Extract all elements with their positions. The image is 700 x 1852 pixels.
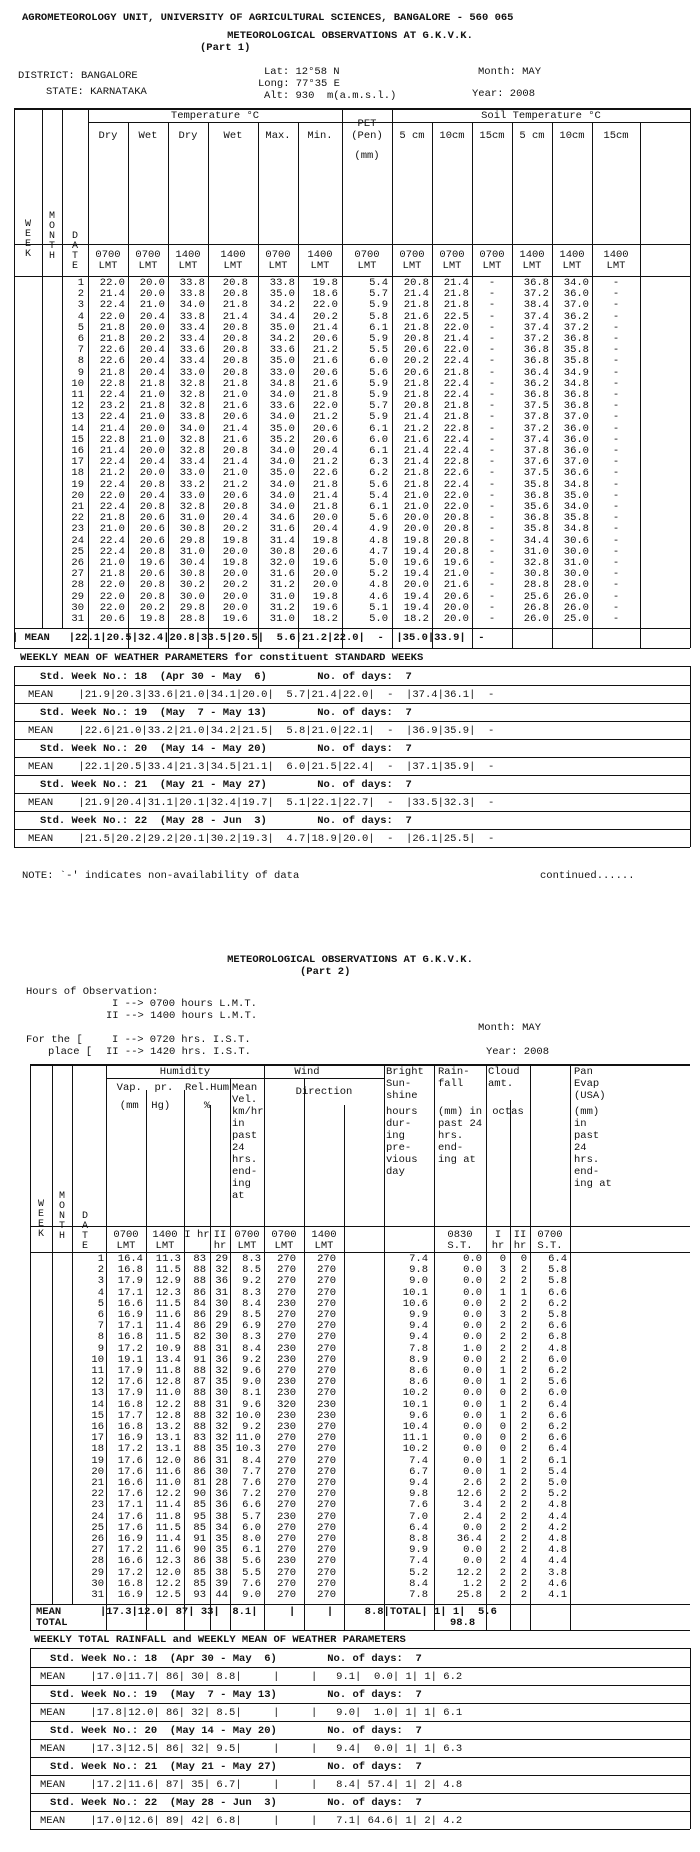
- part2-week21-header: Std. Week No.: 21 (May 21 - May 27) No. of days: 7: [50, 1761, 422, 1773]
- part2-week18-mean: MEAN |17.0|11.7| 86| 30| 8.8| | | 9.1| 0.0| 1| 1| 6.2: [40, 1671, 463, 1683]
- pet-values: 5.4 5.7 5.9 5.8 6.1 5.9 5.5 6.0 5.6 5.9 5.9 5.7 5.9 6.1 6.0 6.1 6.3 6.2 5.6 5.4 6.1 5.6 4.9 4.8 4.7 5.0 5.2 4.8 4.6 5.1 5.0: [369, 277, 388, 626]
- min-temp-values: 19.8 18.6 22.0 20.2 21.4 20.6 21.2 21.6 20.6 21.6 21.8 22.0 21.2 20.6 20.6 20.4 21.2 22.6 21.8 21.4 21.8 20.0 20.4 19.8 20.6 19.6 20.0 20.0 19.8 19.6 18.2: [312, 277, 338, 626]
- institution-heading: AGROMETEOROLOGY UNIT, UNIVERSITY OF AGRICULTURAL SCIENCES, BANGALORE - 560 065: [22, 12, 514, 24]
- cloud-i-values: 0 3 2 1 2 3 2 2 2 2 1 1 0 1 1 0 0 0 1 1 2 2 2 2 2 2 2 2 2 2 2: [499, 1253, 506, 1602]
- vap-0700-time: 0700 LMT: [113, 1229, 145, 1252]
- rh-i-time: I hr: [184, 1229, 210, 1241]
- time-1400-soil10: 1400 LMT: [559, 249, 591, 272]
- soil-5cm-1400-header: 5 cm: [519, 130, 545, 142]
- date-values: 1 2 3 4 5 6 7 8 9 10 11 12 13 14 15 16 17 18 19 20 21 22 23 24 25 26 27 28 29 30 31: [71, 277, 84, 626]
- min-temp-header: Min.: [307, 130, 333, 142]
- latitude-label: Lat: 12°58 N: [264, 66, 340, 78]
- non-availability-note: NOTE: `-' indicates non-availability of data: [22, 870, 300, 882]
- part1-week22-mean: MEAN |21.5|20.2|29.2|20.1|30.2|19.3| 4.7|18.9|20.0| - |26.1|25.5| -: [28, 833, 495, 845]
- soil-10cm-0700-values: 21.4 21.8 21.8 22.5 22.0 21.4 22.0 22.4 21.8 22.4 22.4 21.8 21.8 22.8 22.4 22.4 22.8 22.6 22.4 22.0 22.0 20.8 20.8 20.8 20.8 19.6 21.0 21.6 20.6 20.0 20.0: [443, 277, 469, 626]
- rainfall-unit: (mm) in past 24 hrs. end- ing at: [438, 1106, 489, 1166]
- part2-month-label: Month: MAY: [478, 1022, 542, 1034]
- part2-week-column-label: WEEK: [37, 1199, 44, 1240]
- part2-week19-header: Std. Week No.: 19 (May 7 - May 13) No. of days: 7: [50, 1689, 422, 1701]
- district-label: DISTRICT: BANGALORE: [18, 70, 138, 82]
- time-0700-dry: 0700 LMT: [95, 249, 127, 272]
- part2-week18-header: Std. Week No.: 18 (Apr 30 - May 6) No. of days: 7: [50, 1653, 422, 1665]
- part1-week19-header: Std. Week No.: 19 (May 7 - May 13) No. of days: 7: [40, 707, 412, 719]
- velocity-time: 0700 LMT: [234, 1229, 266, 1252]
- month-column-label: MONTH: [48, 211, 55, 262]
- part1-week20-mean: MEAN |22.1|20.5|33.4|21.3|34.5|21.1| 6.0|21.5|22.4| - |37.1|35.9| -: [28, 761, 495, 773]
- soil-temperature-header: Soil Temperature °C: [481, 110, 601, 122]
- time-0700-soil15: 0700 LMT: [479, 249, 511, 272]
- part1-week18-mean: MEAN |21.9|20.3|33.6|21.0|34.1|20.0| 5.7|21.4|22.0| - |37.4|36.1| -: [28, 689, 495, 701]
- rh-ii-values: 29 32 36 31 30 29 29 30 31 36 32 35 30 31 32 32 32 35 31 30 28 36 36 38 34 35 35 38 38 39 44: [215, 1253, 228, 1602]
- part2-total-rainfall: 98.8: [450, 1617, 476, 1629]
- vap-1400-time: 1400 LMT: [152, 1229, 184, 1252]
- hours-i-label: I --> 0700 hours L.M.T.: [112, 998, 257, 1010]
- wind-dir-0700-values: 270 270 270 270 230 270 270 270 230 230 270 230 230 320 230 230 270 270 270 270 270 270 270 230 270 270 270 230 270 270 270: [277, 1253, 296, 1602]
- wind-velocity-unit: km/hr in past 24 hrs. end- ing at: [232, 1106, 270, 1202]
- direction-0700-time: 0700 LMT: [271, 1229, 303, 1252]
- time-0700-max: 0700 LMT: [265, 249, 297, 272]
- part1-week21-mean: MEAN |21.9|20.4|31.1|20.1|32.4|19.7| 5.1|22.1|22.7| - |33.5|32.3| -: [28, 797, 495, 809]
- pan-evaporation-unit: (mm) in past 24 hrs. end- ing at: [574, 1106, 612, 1190]
- pan-time: 0700 S.T.: [537, 1229, 569, 1252]
- wet-0700-values: 20.0 20.0 21.0 20.4 20.0 20.2 20.4 20.4 20.4 21.8 21.0 21.8 21.0 20.0 21.0 20.0 20.4 20.0 20.8 20.4 20.8 20.6 20.6 20.6 20.8 19.6 20.6 20.8 20.8 20.2 19.8: [139, 277, 165, 626]
- wind-velocity-values: 8.3 8.5 9.2 8.3 8.4 8.5 6.9 8.3 8.4 9.2 9.6 9.0 8.1 9.6 10.0 9.2 11.0 10.3 8.4 7.7 7.6 7.2 6.6 5.7 6.0 8.0 6.1 5.6 5.5 7.6 9.0: [235, 1253, 261, 1602]
- wind-direction-header: Direction: [295, 1086, 353, 1098]
- ist-i-label: I --> 0720 hrs. I.S.T.: [112, 1034, 251, 1046]
- max-temp-values: 33.8 35.0 34.2 34.4 35.0 34.2 33.6 35.0 33.0 34.8 34.0 33.6 34.0 35.0 35.2 34.0 34.0 35.0 34.0 34.0 34.0 34.6 31.6 31.4 30.8 32.0 31.6 31.2 31.0 31.2 31.0: [269, 277, 295, 626]
- part1-mean-row: | MEAN |22.1|20.5|32.4|20.8|33.5|20.5| 5.6|21.2|22.0| - |35.0|33.9| -: [12, 632, 485, 644]
- rainfall-time: 0830 S.T.: [447, 1229, 479, 1252]
- time-1400-wet: 1400 LMT: [220, 249, 252, 272]
- time-0700-wet: 0700 LMT: [135, 249, 167, 272]
- ist-ii-label: II --> 1420 hrs. I.S.T.: [106, 1046, 251, 1058]
- soil-5cm-1400-values: 36.8 37.2 38.4 37.4 37.4 37.2 36.8 36.8 36.4 36.2 36.8 37.5 37.8 37.2 37.4 37.8 37.6 37.5 35.8 36.8 35.6 36.8 35.8 34.4 31.0 32.8 30.8 28.8 25.6 26.8 26.0: [523, 277, 549, 626]
- pet-unit: (mm): [354, 150, 380, 162]
- part2-date-column-label: DATE: [81, 1211, 88, 1252]
- dry-0700-header: Dry: [98, 130, 118, 142]
- hours-ii-label: II --> 1400 hours L.M.T.: [106, 1010, 258, 1022]
- wind-header: Wind: [294, 1066, 320, 1078]
- part2-weekly-title: WEEKLY TOTAL RAINFALL and WEEKLY MEAN OF WEATHER PARAMETERS: [34, 1634, 406, 1646]
- vapour-pressure-header: Vap. pr.: [116, 1082, 174, 1094]
- part2-subtitle: (Part 2): [300, 966, 351, 978]
- part1-week18-header: Std. Week No.: 18 (Apr 30 - May 6) No. of days: 7: [40, 671, 412, 683]
- rh-i-values: 83 88 88 86 84 86 86 82 88 91 88 87 88 88 88 88 83 88 86 86 81 90 85 95 85 91 90 86 85 85 93: [193, 1253, 206, 1602]
- soil-15cm-1400-header: 15cm: [603, 130, 629, 142]
- wind-dir-1400-values: 270 270 270 270 270 270 270 270 270 270 270 270 270 230 230 270 270 270 270 270 270 270 270 270 270 270 270 270 270 270 270: [317, 1253, 336, 1602]
- pan-evaporation-header: Pan Evap (USA): [574, 1066, 606, 1102]
- part2-month-column-label: MONTH: [58, 1191, 65, 1242]
- soil-5cm-0700-header: 5 cm: [399, 130, 425, 142]
- for-the-label: For the [: [26, 1034, 83, 1046]
- soil-15cm-1400-values: - - - - - - - - - - - - - - - - - - - - - - - - - - - - - - -: [612, 277, 620, 626]
- time-1400-min: 1400 LMT: [307, 249, 339, 272]
- rainfall-header: Rain- fall: [438, 1066, 476, 1090]
- wet-1400-header: Wet: [223, 130, 243, 142]
- sunshine-values: 7.4 9.8 9.0 10.1 10.6 9.9 9.4 9.4 7.8 8.9 8.6 8.6 10.2 10.1 9.6 10.4 11.1 10.2 7.4 6.7 9.4 9.8 7.6 7.0 6.4 8.8 9.9 7.4 5.2 8.4 7.8: [402, 1253, 428, 1602]
- cloud-amount-header: Cloud amt.: [488, 1066, 526, 1090]
- vap-0700-values: 16.4 16.8 17.9 17.1 16.6 16.9 17.1 16.8 17.2 19.1 17.9 17.6 17.9 16.8 17.7 16.8 16.9 17.2 17.6 17.6 16.6 17.6 17.1 17.6 17.6 16.9 17.2 16.6 17.2 16.8 16.9: [117, 1253, 143, 1602]
- part2-year-label: Year: 2008: [486, 1046, 550, 1058]
- part2-date-values: 1 2 3 4 5 6 7 8 9 10 11 12 13 14 15 16 17 18 19 20 21 22 23 24 25 26 27 28 29 30 31: [91, 1253, 104, 1602]
- mean-velocity-header: Mean Vel.: [232, 1082, 264, 1106]
- part2-title: METEOROLOGICAL OBSERVATIONS AT G.K.V.K.: [227, 954, 473, 966]
- wet-0700-header: Wet: [138, 130, 158, 142]
- date-column-label: DATE: [71, 231, 78, 272]
- relative-humidity-header: Rel.Hum: [184, 1082, 230, 1094]
- bright-sunshine-header: Bright Sun- shine: [386, 1066, 431, 1102]
- part2-week22-header: Std. Week No.: 22 (May 28 - Jun 3) No. of days: 7: [50, 1797, 422, 1809]
- soil-10cm-1400-header: 10cm: [559, 130, 585, 142]
- part1-week20-header: Std. Week No.: 20 (May 14 - May 20) No. of days: 7: [40, 743, 412, 755]
- max-temp-header: Max.: [265, 130, 291, 142]
- time-0700-soil10: 0700 LMT: [439, 249, 471, 272]
- soil-5cm-0700-values: 20.8 21.4 21.8 21.6 21.8 20.8 20.6 20.2 20.6 21.8 21.8 20.8 21.4 21.2 21.6 21.4 21.4 21.8 21.8 21.0 21.0 20.0 20.0 19.8 19.4 19.6 19.4 20.0 19.4 19.4 18.2: [403, 277, 429, 626]
- part1-weekly-title: WEEKLY MEAN OF WEATHER PARAMETERS for constituent STANDARD WEEKS: [20, 652, 424, 664]
- pan-evap-values: 6.4 5.8 5.8 6.6 6.2 5.8 6.6 6.8 4.8 6.0 6.2 5.6 6.0 6.4 6.6 6.2 6.6 6.4 6.1 5.4 5.0 5.2 4.8 4.4 4.2 4.8 4.8 4.4 3.8 4.6 4.1: [548, 1253, 567, 1602]
- continued-label: continued......: [540, 870, 635, 882]
- soil-10cm-0700-header: 10cm: [439, 130, 465, 142]
- part1-title: METEOROLOGICAL OBSERVATIONS AT G.K.V.K.: [227, 30, 473, 42]
- year-label: Year: 2008: [472, 88, 536, 100]
- part1-subtitle: (Part 1): [200, 42, 251, 54]
- altitude-label: Alt: 930 m(a.m.s.l.): [264, 90, 397, 102]
- part1-week22-header: Std. Week No.: 22 (May 28 - Jun 3) No. of days: 7: [40, 815, 412, 827]
- vapour-pressure-unit: (mm Hg): [119, 1100, 171, 1112]
- part2-mean-label: MEAN: [36, 1606, 62, 1618]
- hours-of-observation-label: Hours of Observation:: [26, 986, 159, 998]
- dry-1400-header: Dry: [178, 130, 198, 142]
- part2-week22-mean: MEAN |17.0|12.6| 89| 42| 6.8| | | 7.1| 64.6| 1| 2| 4.2: [40, 1815, 463, 1827]
- part1-week19-mean: MEAN |22.6|21.0|33.2|21.0|34.2|21.5| 5.8|21.0|22.1| - |36.9|35.9| -: [28, 725, 495, 737]
- sunshine-unit: hours dur- ing pre- vious day: [386, 1106, 424, 1178]
- state-label: STATE: KARNATAKA: [46, 86, 147, 98]
- dry-0700-values: 22.0 21.4 22.4 22.0 21.8 21.8 22.6 22.6 21.8 22.8 22.4 23.2 22.4 21.4 22.8 21.4 22.4 21.2 22.4 22.0 22.4 21.8 21.0 22.4 22.4 21.0 21.8 22.0 22.0 22.0 20.6: [99, 277, 125, 626]
- soil-15cm-0700-values: - - - - - - - - - - - - - - - - - - - - - - - - - - - - - - -: [488, 277, 496, 626]
- place-label: place [: [48, 1046, 93, 1058]
- soil-15cm-0700-header: 15cm: [479, 130, 505, 142]
- time-1400-soil15: 1400 LMT: [603, 249, 635, 272]
- time-0700-soil5: 0700 LMT: [399, 249, 431, 272]
- cloud-ii-time: II hr: [513, 1229, 533, 1252]
- part2-week19-mean: MEAN |17.8|12.0| 86| 32| 8.5| | | 9.0| 1.0| 1| 1| 6.1: [40, 1707, 463, 1719]
- longitude-label: Long: 77°35 E: [258, 78, 340, 90]
- part2-week20-mean: MEAN |17.3|12.5| 86| 32| 9.5| | | 9.4| 0.0| 1| 1| 6.3: [40, 1743, 463, 1755]
- cloud-unit: octas: [492, 1106, 524, 1118]
- humidity-header: Humidity: [159, 1066, 211, 1078]
- pet-header: PET (Pen): [351, 118, 383, 142]
- time-0700-pet: 0700 LMT: [354, 249, 386, 272]
- part2-week21-mean: MEAN |17.2|11.6| 87| 35| 6.7| | | 8.4| 57.4| 1| 2| 4.8: [40, 1779, 463, 1791]
- temperature-header: Temperature °C: [170, 110, 260, 122]
- month-label: Month: MAY: [478, 66, 542, 78]
- part2-total-label: TOTAL: [36, 1617, 68, 1629]
- part1-week21-header: Std. Week No.: 21 (May 21 - May 27) No. of days: 7: [40, 779, 412, 791]
- soil-10cm-1400-values: 34.0 36.0 37.0 36.2 37.2 36.8 35.8 35.8 34.9 34.8 36.8 36.8 37.0 36.0 36.0 36.0 37.0 36.6 34.8 35.0 34.0 35.8 34.8 30.6 30.0 31.0 30.0 28.0 26.0 26.0 25.0: [563, 277, 589, 626]
- cloud-ii-values: 0 2 2 1 2 2 2 2 2 2 2 2 2 2 2 2 2 2 2 2 2 2 2 2 2 2 2 4 2 2 2: [520, 1253, 527, 1602]
- cloud-i-time: I hr: [491, 1229, 508, 1252]
- relative-humidity-unit: %: [203, 1100, 211, 1112]
- time-1400-dry: 1400 LMT: [175, 249, 207, 272]
- vap-1400-values: 11.3 11.5 12.9 12.3 11.5 11.6 11.4 11.5 10.9 13.4 11.8 12.8 11.0 12.2 12.8 13.2 13.1 13.1 12.0 11.6 11.0 12.2 11.4 11.8 11.5 11.4 11.6 12.3 12.0 12.2 12.5: [155, 1253, 181, 1602]
- rainfall-values: 0.0 0.0 0.0 0.0 0.0 0.0 0.0 0.0 1.0 0.0 0.0 0.0 0.0 0.0 0.0 0.0 0.0 0.0 0.0 0.0 2.6 12.6 3.4 2.4 0.0 36.4 0.0 0.0 12.2 1.2 25.8: [456, 1253, 482, 1602]
- rh-ii-time: II hr: [213, 1229, 233, 1252]
- part2-week20-header: Std. Week No.: 20 (May 14 - May 20) No. of days: 7: [50, 1725, 422, 1737]
- part2-mean-row: |17.3|12.0| 87| 33| 8.1| | | 8.8|TOTAL| 1| 1| 5.6: [100, 1606, 497, 1618]
- time-1400-soil5: 1400 LMT: [519, 249, 551, 272]
- wet-1400-values: 20.8 20.8 21.8 21.4 20.8 20.8 20.8 20.8 20.8 21.8 21.0 21.6 20.6 21.4 21.6 20.8 21.4 21.0 21.2 20.6 20.8 20.4 20.2 19.8 20.0 19.8 20.0 20.2 20.0 20.0 19.6: [222, 277, 248, 626]
- week-column-label: WEEK: [24, 219, 31, 260]
- dry-1400-values: 33.8 33.8 34.0 33.8 33.4 33.4 33.6 33.4 33.0 32.8 32.8 32.8 33.8 34.0 32.8 32.8 33.4 33.0 33.2 33.0 32.8 31.0 30.8 29.8 31.0 30.4 30.8 30.2 30.0 29.8 28.8: [179, 277, 205, 626]
- direction-1400-time: 1400 LMT: [311, 1229, 343, 1252]
